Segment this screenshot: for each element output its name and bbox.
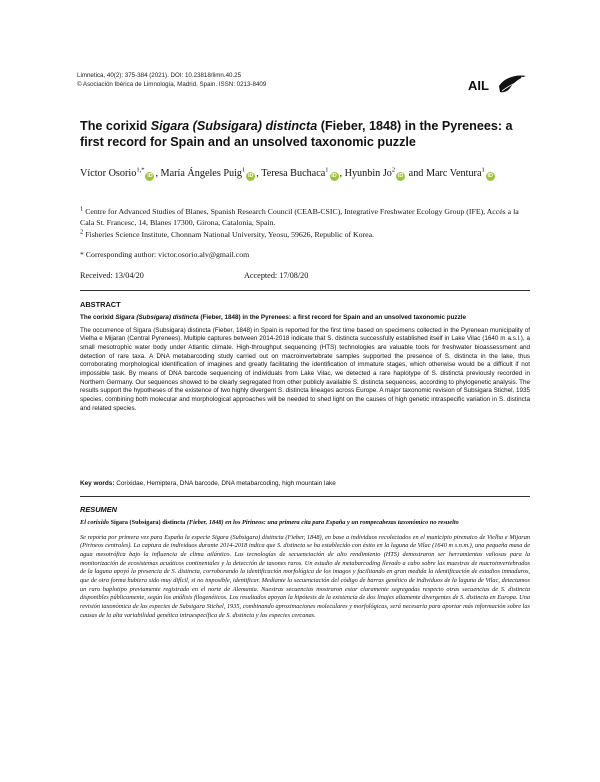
resumen-subtitle-species: Sigara (Subsigara) distincta: [110, 519, 186, 526]
journal-citation: Limnetica, 40(2): 375-384 (2021). DOI: 10.23818/limn.40.25: [77, 72, 242, 79]
author-affil: 1: [242, 166, 246, 174]
affiliation: [80, 206, 530, 229]
keywords-text: Corixidae, Hemiptera, DNA barcode, DNA metabarcoding, high mountain lake: [114, 480, 336, 487]
author-name: Teresa Buchaca: [261, 168, 326, 179]
author-separator: ,: [155, 168, 161, 179]
abstract-block: [80, 314, 530, 413]
fish-logo-icon: [466, 70, 530, 98]
author-separator: ,: [339, 168, 345, 179]
title-species: Sigara (Subsigara) distincta: [150, 119, 318, 133]
author-name: María Ángeles Puig: [160, 168, 243, 179]
dates-line: [80, 270, 530, 281]
orcid-icon[interactable]: iD: [331, 173, 337, 179]
orcid-icon[interactable]: iD: [487, 173, 493, 179]
resumen-block: [80, 519, 530, 620]
keywords-line: [80, 479, 530, 488]
orcid-icon[interactable]: iD: [397, 173, 404, 179]
orcid-icon[interactable]: iD: [147, 173, 153, 179]
article-title: [80, 118, 530, 150]
affiliation: [80, 229, 530, 240]
resumen-heading: RESUMEN: [80, 505, 117, 514]
abstract-subtitle-species: Sigara (Subsigara) distincta: [115, 314, 199, 321]
author-affil: 1,*: [136, 166, 145, 174]
ail-logo: [466, 70, 530, 98]
resumen-subtitle: [80, 519, 530, 528]
author-name: Víctor Osorio: [80, 168, 137, 179]
journal-copyright: © Asociación Ibérica de Limnología, Madrid. Spain. ISSN: 0213-8409: [77, 81, 267, 88]
abstract-heading: ABSTRACT: [80, 300, 121, 309]
title-text-1: The corixid: [80, 119, 151, 133]
resumen-subtitle-2: (Fieber, 1848) en los Pirineos: una primera cita para España y un rompecabezas taxonómico no resuelto: [185, 519, 459, 526]
journal-header: [77, 71, 266, 89]
divider: [80, 290, 530, 291]
resumen-body: Se reporta por primera vez para España la especie Sigara (Subsigara) distincta (Fieber, 1848), en base a individuos recolectados en el municipio pirenaico de Vielha e Mijaran (Pirineos centrales). La captura de individuos durante 2014-2018 indica que S. distincta se ha establecido con éxito en la laguna de Vilac (1640 m s.n.m.), una pequeña masa de agua mesotrófica bajo la influencia de clima atlántico. Las tecnologías de secuenciación de alto rendimiento (HTS) demostraron ser herramientas valiosas para la monitorización de ecosistemas acuáticos continentales y la detección de taxones raros. Un estudio de metabarcoding llevado a cabo sobre las muestras de macroinvertebrados de la laguna apoyó la presencia de S. distincta, corroborando la identificación morfológica de los imagos y facilitando en gran medida la identificación de estadios inmaduros, que de otra forma hubiera sido muy difícil, si no imposible, identificar. Mediante la secuenciación del código de barras genético de individuos de la laguna de Vilac, detectamos un raro haplotipo previamente registrado en el norte de Alemania. Nuestras secuencias mostraron estar claramente segregadas respecto otras secuencias de S. distincta disponibles públicamente, según los análisis filogenéticos. Los resultados apoyan la hipótesis de la existencia de dos linajes altamente divergentes de S. distincta en Europa. Una revisión taxonómica de las especies de Subsigara Stichel, 1935, combinando aproximaciones moleculares y morfológicas, será necesaria para aportar más información sobre las causas de la alta variabilidad genética intraespecífica de S. distincta y las especies cercanas.: [80, 533, 530, 619]
affiliations: [80, 206, 530, 240]
abstract-subtitle: [80, 314, 530, 323]
keywords-label: Key words:: [80, 480, 115, 487]
logo-text: AIL: [468, 78, 489, 93]
divider: [80, 496, 530, 497]
author-separator: ,: [256, 168, 262, 179]
affiliation-number: 2: [80, 228, 84, 235]
resumen-subtitle-1: El corixido: [80, 519, 111, 526]
author-name: Marc Ventura: [425, 168, 482, 179]
author-and: and: [406, 168, 426, 179]
affiliation-text: Fisheries Science Institute, Chonnam National University, Yeosu, 59626, Republic of Korea.: [85, 229, 375, 239]
accepted-date: Accepted: 17/08/20: [244, 271, 309, 280]
abstract-subtitle-2: (Fieber, 1848) in the Pyrenees: a first record for Spain and an unsolved taxonomic puzzle: [198, 314, 466, 321]
corresponding-author: * Corresponding author: victor.osorio.alv@gmail.com: [80, 250, 250, 259]
abstract-body: The occurrence of Sigara (Subsigara) distincta (Fieber, 1848) in Spain is reported for the first time based on specimens collected in the Pyrenean municipality of Vielha e Mijaran (Central Pyrenees). Multiple captures between 2014-2018 indicate that S. distincta successfully established itself in Lake Vilac (1640 m a.s.l.), a small mesotrophic water body under Atlantic climate. High-throughput sequencing (HTS) technologies are valuable tools for freshwater bioassessment and detection of rare taxa. A DNA metabarcoding study carried out on macroinvertebrate samples supported the presence of S. distincta in the lake, thus corroborating morphological identification of imagines and greatly facilitating the identification of immature stages, which otherwise would be a difficult if not impossible task. By means of DNA barcode sequencing of individuals from Lake Vilac, we detected a rare haplotype of S. distincta previously recorded in Northern Germany. Our sequences showed to be clearly segregated from other publicly available S. distincta sequences, according to phylogenetic analysis. The results support the hypotheses of the existence of two highly divergent S. distincta lineages across Europe. A major taxonomic revision of Subsigara Stichel, 1935 species, combining both molecular and morphological approaches will be needed to shed light on the causes of high genetic intraspecific variation in S. distincta and related species.: [80, 326, 530, 412]
abstract-subtitle-1: The corixid: [80, 314, 116, 321]
author-affil: 1: [481, 166, 485, 174]
author-affil: 1: [325, 166, 329, 174]
author-list: [80, 166, 530, 182]
affiliation-number: 1: [80, 205, 84, 213]
author-affil: 2: [391, 166, 396, 174]
title-text-2: (Fieber, 1848) in the Pyrenees: a first record for Spain and an unsolved taxonomic puzzle: [80, 119, 513, 149]
author-name: Hyunbin Jo: [344, 168, 392, 179]
orcid-icon[interactable]: iD: [248, 173, 254, 179]
affiliation-text: Centre for Advanced Studies of Blanes, Spanish Research Council (CEAB-CSIC), Integrative Freshwater Ecology Group (IFE), Accés a la Cala St. Francesc, 14, Blanes 17300, Girona, Catalonia, Spain.: [80, 207, 519, 228]
received-date: Received: 13/04/20: [80, 271, 144, 280]
